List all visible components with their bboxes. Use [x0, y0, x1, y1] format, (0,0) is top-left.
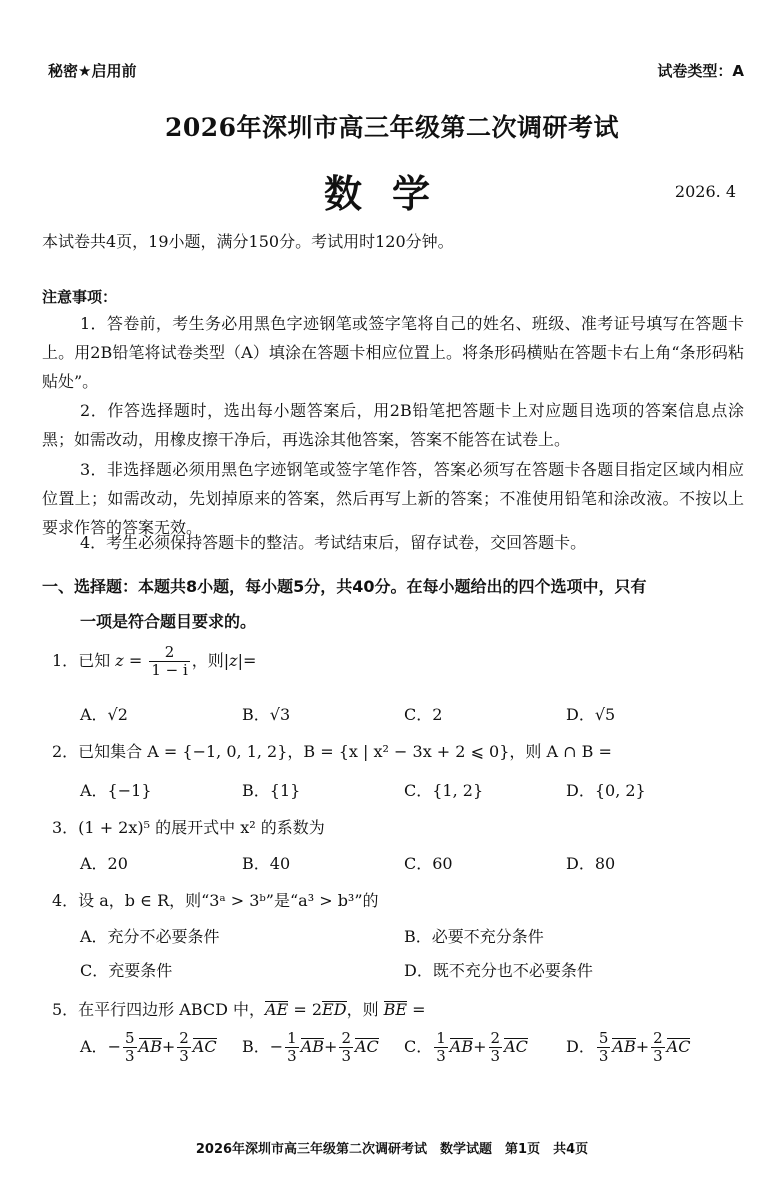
q3-option-d: D．80	[566, 854, 616, 873]
q3-option-b: B．40	[242, 854, 291, 873]
exam-title: 2026年深圳市高三年级第二次调研考试	[164, 113, 620, 142]
subject-title: 数学	[323, 171, 460, 216]
q4-option-b: B．必要不充分条件	[404, 927, 544, 946]
vector: AE	[265, 1000, 289, 1019]
confidential-label: 秘密★启用前	[48, 62, 137, 80]
q1-option-d: D．√5	[566, 705, 616, 724]
paper-type-label: 试卷类型：A	[657, 62, 744, 80]
question-3: 3．(1 + 2x)⁵ 的展开式中 x² 的系数为	[52, 818, 325, 837]
intro-line: 本试卷共4页，19小题，满分150分。考试用时120分钟。	[42, 232, 454, 251]
question-5: 5．在平行四边形 ABCD 中，AE = 2ED，则 BE =	[52, 1000, 426, 1019]
question-2: 2．已知集合 A = {−1, 0, 1, 2}，B = {x | x² − 3x + 2 ⩽ 0}，则 A ∩ B =	[52, 742, 612, 761]
notes-heading: 注意事项：	[42, 288, 118, 306]
q5-option-d: D． $\frac{5}{3}$ AB+ $\frac{2}{3}$ AC	[566, 1029, 691, 1065]
q5-option-a: A．− $\frac{5}{3}$ AB+ $\frac{2}{3}$ AC	[80, 1029, 217, 1065]
q4-option-d: D．既不充分也不必要条件	[404, 961, 593, 980]
q3-option-c: C．60	[404, 854, 453, 873]
q1-option-a: A．√2	[80, 705, 128, 724]
note-item: 1．答卷前，考生务必用黑色字迹钢笔或签字笔将自己的姓名、班级、准考证号填写在答题卡上。用2B铅笔将试卷类型（A）填涂在答题卡相应位置上。将条形码横贴在答题卡右上角“条形码粘贴处”。	[42, 314, 744, 391]
note-item: 4．考生必须保持答题卡的整洁。考试结束后，留存试卷，交回答题卡。	[80, 533, 587, 552]
q4-option-c: C．充要条件	[80, 961, 173, 980]
question-1: 1．已知 z = $\frac{2}{1 - i}$ ，则|z|=	[52, 643, 257, 679]
note-item: 3．非选择题必须用黑色字迹钢笔或签字笔作答，答案必须写在答题卡各题目指定区域内相应位置上；如需改动，先划掉原来的答案，然后再写上新的答案；不准使用铅笔和涂改液。不按以上要求作答的答案无效。	[42, 460, 744, 537]
q2-option-a: A．{−1}	[80, 781, 152, 800]
fraction: $\frac{2}{1 - i}$	[151, 643, 188, 679]
page-footer: 2026年深圳市高三年级第二次调研考试 数学试题 第1页 共4页	[195, 1142, 589, 1157]
q2-option-b: B．{1}	[242, 781, 301, 800]
q1-option-b: B．√3	[242, 705, 291, 724]
vector: ED	[322, 1000, 347, 1019]
section-heading-cont: 一项是符合题目要求的。	[80, 612, 257, 631]
vector: BE	[383, 1000, 408, 1019]
q3-option-a: A．20	[80, 854, 128, 873]
section-heading: 一、选择题：本题共8小题，每小题5分，共40分。在每小题给出的四个选项中，只有	[42, 577, 647, 596]
q5-option-b: B．− $\frac{1}{3}$ AB+ $\frac{2}{3}$ AC	[242, 1029, 379, 1065]
note-item: 2．作答选择题时，选出每小题答案后，用2B铅笔把答题卡上对应题目选项的答案信息点涂黑；如需改动，用橡皮擦干净后，再选涂其他答案，答案不能答在试卷上。	[42, 401, 744, 449]
q4-option-a: A．充分不必要条件	[80, 927, 220, 946]
exam-date: 2026. 4	[674, 182, 736, 201]
q2-option-d: D．{0, 2}	[566, 781, 646, 800]
q2-option-c: C．{1, 2}	[404, 781, 484, 800]
question-4: 4．设 a，b ∈ R，则“3ᵃ > 3ᵇ”是“a³ > b³”的	[52, 891, 379, 910]
q5-option-c: C． $\frac{1}{3}$ AB+ $\frac{2}{3}$ AC	[404, 1029, 528, 1065]
q1-option-c: C．2	[404, 705, 443, 724]
